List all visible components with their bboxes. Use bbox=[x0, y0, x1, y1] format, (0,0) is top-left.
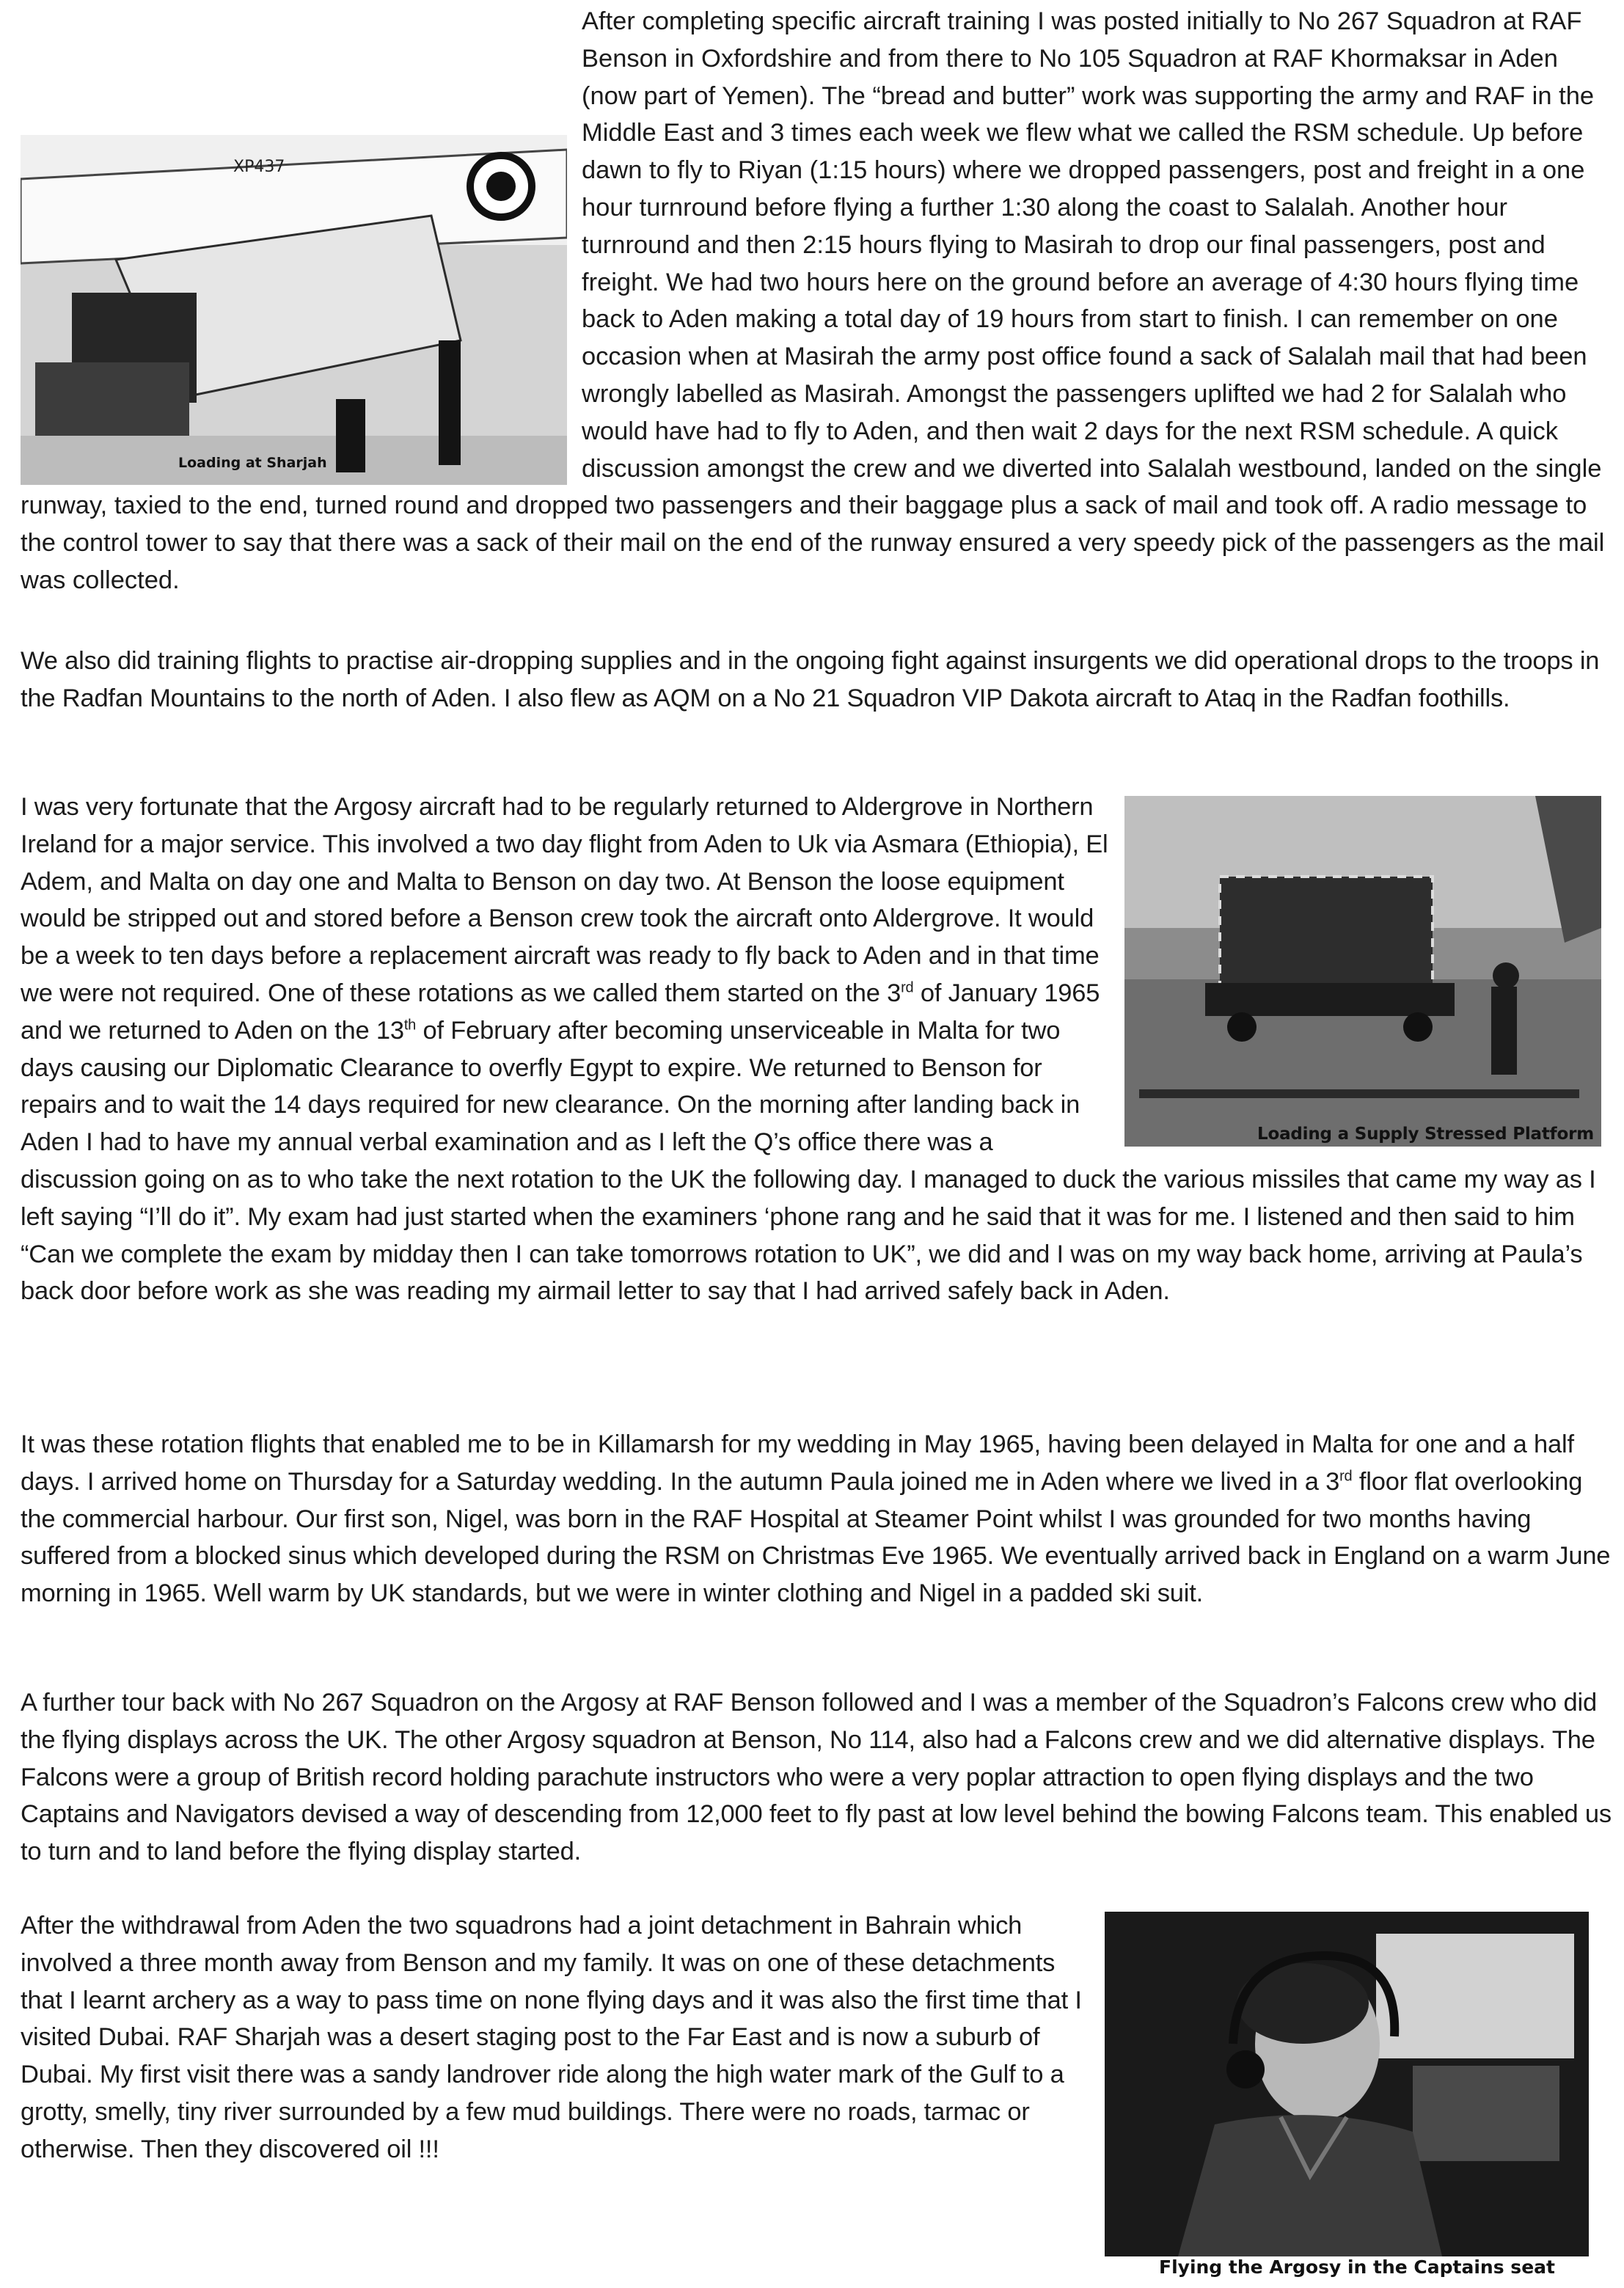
superscript-rd: rd bbox=[901, 979, 914, 996]
supply-platform-photo bbox=[1124, 796, 1601, 1147]
superscript-th: th bbox=[403, 1017, 417, 1034]
paragraph-3-part-b: of January 1965 and we returned to Aden on the 13 bbox=[21, 979, 1100, 1045]
cockpit-photo bbox=[1105, 1912, 1589, 2256]
paragraph-4-part-a: It was these rotation flights that enabled me to be in Killamarsh for my wedding in May 1965, having been delayed in Malta for one and a half days. I arrived home on Thursday for a Saturday wedding. In the autumn Paula joined me in Aden where we lived in a 3 bbox=[21, 1430, 1574, 1496]
paragraph-6 bbox=[21, 1907, 1620, 2256]
paragraph-3-part-a: I was very fortunate that the Argosy aircraft had to be regularly returned to Aldergrove in Northern Ireland for a major service. This involved a two day flight from Aden to Uk via Asmara (Ethiopia), El Adem, and Malta on day one and Malta to Benson on day two. At Benson the loose equipment would be stripped out and stored before a Benson crew took the aircraft onto Aldergrove. It would be a week to ten days before a replacement aircraft was ready to fly back to Aden and in that time we were not required. One of these rotations as we called them started on the 3 bbox=[21, 793, 1108, 1007]
caption-sharjah: Loading at Sharjah bbox=[178, 455, 327, 471]
figure-supply-platform bbox=[1124, 796, 1601, 1147]
paragraph-3 bbox=[21, 789, 1620, 1310]
paragraph-2: We also did training flights to practise air-dropping supplies and in the ongoing fight against insurgents we did operational drops to the troops in the Radfan Mountains to the north of Aden. I also flew as AQM on a No 21 Squadron VIP Dakota aircraft to Ataq in the Radfan foothills. bbox=[21, 647, 1600, 712]
sharjah-photo bbox=[21, 135, 567, 485]
aircraft-serial-label: XP437 bbox=[233, 158, 285, 176]
paragraph-1-text: After completing specific aircraft training I was posted initially to No 267 Squadron at RAF Benson in Oxfordshire and from there to No 105 Squadron at RAF Khormaksar in Aden (now part of Yemen). The “bread and butter” work was supporting the army and RAF in the Middle East and 3 times each week we flew what we called the RSM schedule. Up before dawn to fly to Riyan (1:15 hours) where we dropped passengers, post and freight in a one hour turnround before flying a further 1:30 along the coast to Salalah. Another hour turnround and then 2:15 hours flying to Masirah to drop our final passengers, post and freight. We had two hours here on the ground before an average of 4:30 hours flying time back to Aden making a total day of 19 hours from start to finish. I can remember on one occasion when at Masirah the army post office found a sack of Salalah mail that had been wrongly labelled as Masirah. Amongst the passengers uplifted we had 2 for Salalah who would have had to fly to Aden, and then wait 2 days for the next RSM schedule. A quick discussion amongst the crew and we diverted into Salalah westbound, landed on the single runway, taxied to the end, turned round and dropped two passengers and their baggage plus a sack of mail and took off. A radio message to the control tower to say that there was a sack of their mail on the end of the runway ensured a very speedy pick of the passengers as the mail was collected. bbox=[21, 7, 1605, 594]
caption-cockpit: Flying the Argosy in the Captains seat bbox=[1159, 2256, 1555, 2278]
paragraph-4-part-b: floor flat overlooking the commercial harbour. Our first son, Nigel, was born in the RAF Hospital at Steamer Point whilst I was grounded for two months having suffered from a blocked sinus which developed during the RSM on Christmas Eve 1965. We eventually arrived back in England on a warm June morning in 1965. Well warm by UK standards, but we were in winter clothing and Nigel in a padded ski suit. bbox=[21, 1467, 1611, 1608]
figure-loading-at-sharjah bbox=[21, 135, 567, 485]
figure-cockpit bbox=[1105, 1912, 1589, 2256]
paragraph-5: A further tour back with No 267 Squadron on the Argosy at RAF Benson followed and I was a member of the Squadron’s Falcons crew who did the flying displays across the UK. The other Argosy squadron at Benson, No 114, also had a Falcons crew and we did alternative displays. The Falcons were a group of British record holding parachute instructors who were a very poplar attraction to open flying displays and the two Captains and Navigators devised a way of descending from 12,000 feet to fly past at low level behind the bowing Falcons team. This enabled us to turn and to land before the flying display started. bbox=[21, 1689, 1612, 1866]
paragraph-3-part-c: of February after becoming unserviceable in Malta for two days causing our Diplomatic Clearance to overfly Egypt to expire. We returned to Benson for repairs and to wait the 14 days required for new clearance. On the morning after landing back in Aden I had to have my annual verbal examination and as I left the Q’s office there was a discussion going on as to who take the next rotation to the UK the following day. I managed to duck the various missiles that came my way as I left saying “I’ll do it”. My exam had just started when the examiners ‘phone rang and he said that it was for me. I listened and then said to him “Can we complete the exam by midday then I can take tomorrows rotation to UK”, we did and I was on my way back home, arriving at Paula’s back door before work as she was reading my airmail letter to say that I had arrived safely back in Aden. bbox=[21, 1016, 1596, 1306]
paragraph-4 bbox=[21, 1426, 1620, 1612]
superscript-rd-2: rd bbox=[1339, 1468, 1353, 1485]
paragraph-6-text: After the withdrawal from Aden the two squadrons had a joint detachment in Bahrain which involved a three month away from Benson and my family. It was on one of these detachments that I learnt archery as a way to pass time on none flying days and it was also the first time that I visited Dubai. RAF Sharjah was a desert staging post to the Far East and is now a suburb of Dubai. My first visit there was a sandy landrover ride along the high water mark of the Gulf to a grotty, smelly, tiny river surrounded by a few mud buildings. There were no roads, tarmac or otherwise. Then they discovered oil !!! bbox=[21, 1912, 1082, 2163]
caption-supply-platform: Loading a Supply Stressed Platform bbox=[1257, 1125, 1594, 1144]
